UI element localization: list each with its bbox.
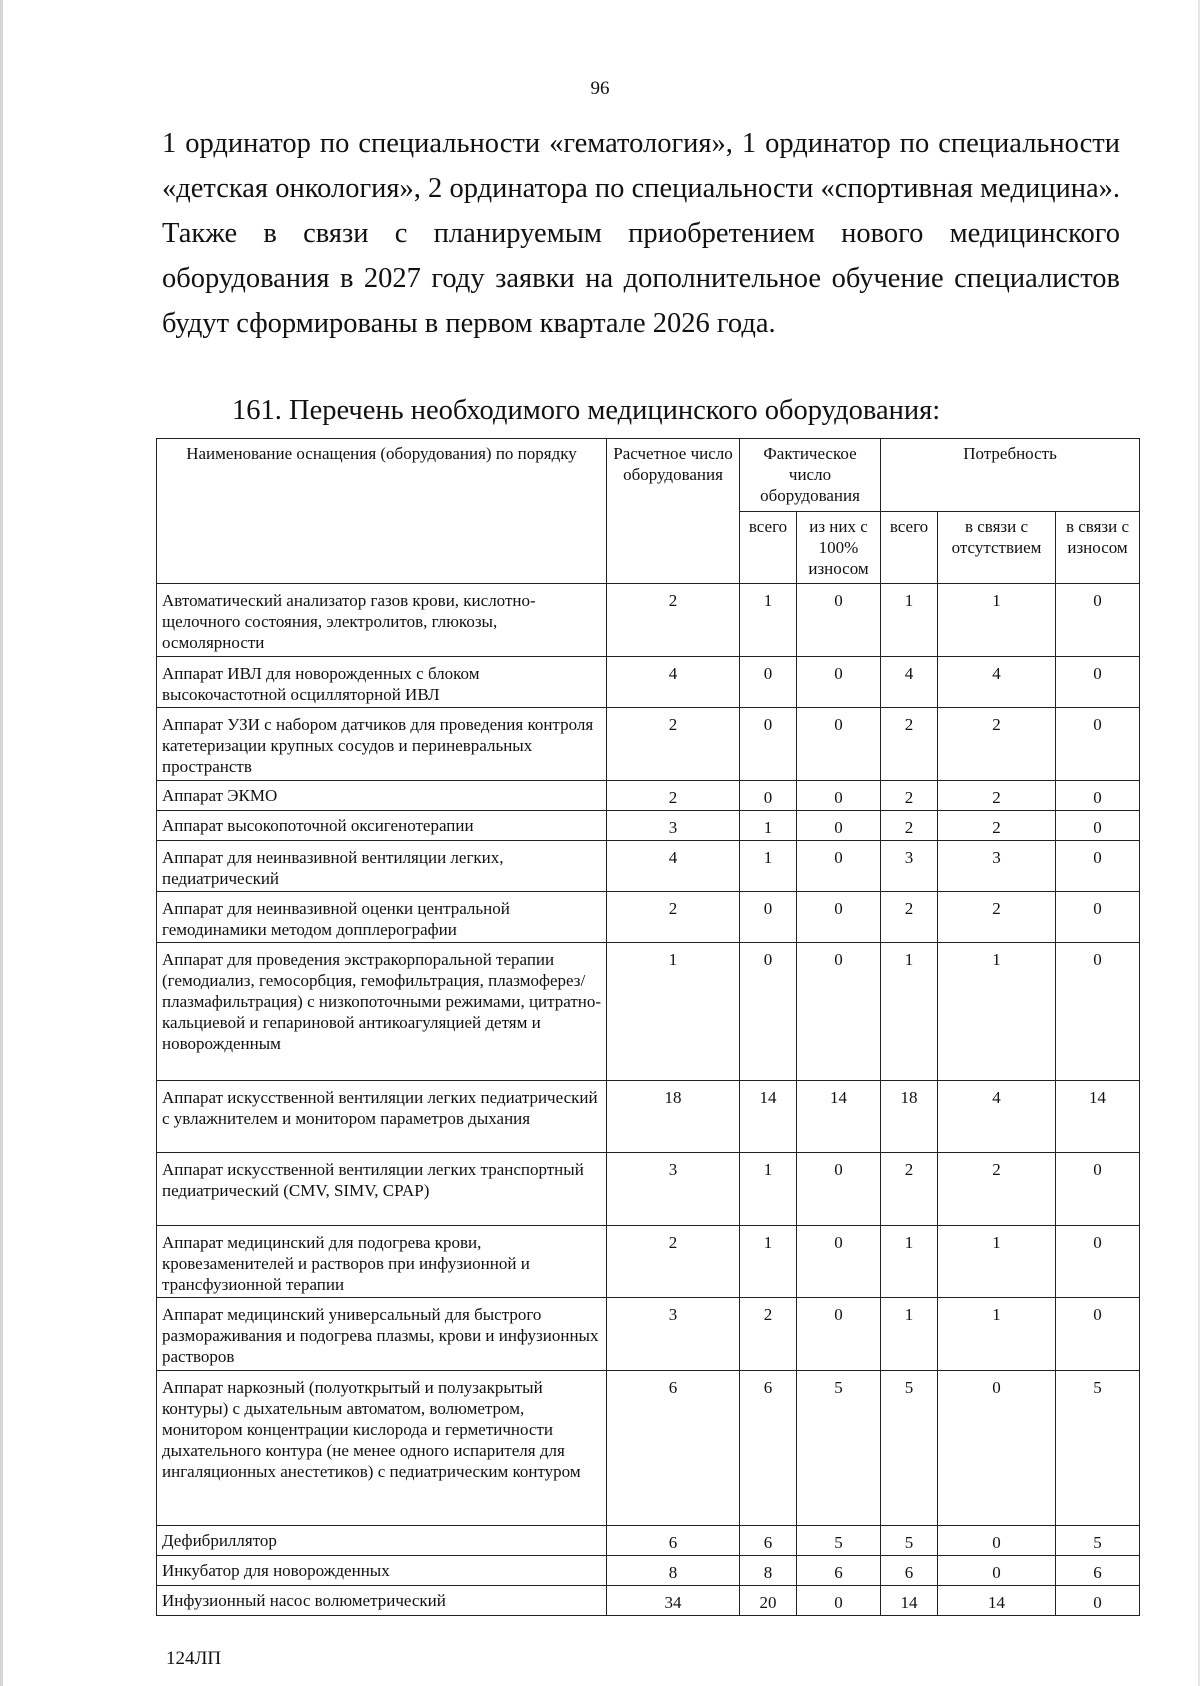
cell-calculated: 2 (607, 1226, 740, 1298)
cell-actual-total: 6 (740, 1526, 797, 1556)
cell-need-wear: 0 (1056, 892, 1140, 943)
cell-equipment-name: Инфузионный насос волюметрический (157, 1586, 607, 1616)
cell-need-total: 14 (881, 1586, 938, 1616)
cell-actual-worn: 0 (797, 781, 881, 811)
cell-actual-worn: 0 (797, 584, 881, 657)
header-calculated-count: Расчетное число оборудования (607, 439, 740, 584)
header-need-absence: в связи с отсутствием (938, 512, 1056, 584)
cell-need-wear: 0 (1056, 841, 1140, 892)
cell-actual-total: 1 (740, 1153, 797, 1226)
cell-need-total: 2 (881, 892, 938, 943)
cell-calculated: 3 (607, 811, 740, 841)
cell-need-wear: 5 (1056, 1526, 1140, 1556)
cell-actual-worn: 5 (797, 1526, 881, 1556)
cell-need-absence: 2 (938, 811, 1056, 841)
cell-need-total: 5 (881, 1371, 938, 1526)
cell-calculated: 4 (607, 657, 740, 708)
table-row (157, 811, 1140, 841)
cell-need-wear: 0 (1056, 657, 1140, 708)
cell-calculated: 2 (607, 892, 740, 943)
cell-actual-worn: 0 (797, 708, 881, 781)
table-row (157, 781, 1140, 811)
cell-actual-total: 0 (740, 892, 797, 943)
cell-equipment-name: Аппарат УЗИ с набором датчиков для проведения контроля катетеризации крупных сосудов и периневральных пространств (157, 708, 607, 781)
cell-need-wear: 0 (1056, 708, 1140, 781)
cell-need-absence: 0 (938, 1526, 1056, 1556)
cell-actual-total: 0 (740, 708, 797, 781)
cell-actual-worn: 5 (797, 1371, 881, 1526)
cell-actual-total: 8 (740, 1556, 797, 1586)
cell-equipment-name: Аппарат для неинвазивной вентиляции легких, педиатрический (157, 841, 607, 892)
header-need: Потребность (881, 439, 1140, 512)
cell-actual-worn: 0 (797, 892, 881, 943)
cell-need-wear: 0 (1056, 781, 1140, 811)
cell-need-total: 5 (881, 1526, 938, 1556)
cell-need-total: 4 (881, 657, 938, 708)
cell-equipment-name: Аппарат искусственной вентиляции легких педиатрический с увлажнителем и монитором параметров дыхания (157, 1081, 607, 1153)
table-row (157, 841, 1140, 892)
body-paragraph: 1 ординатор по специальности «гематология», 1 ординатор по специальности «детская онкология», 2 ординатора по специальности «спортивная медицина». Также в связи с планируемым приобретением нового медицинского оборудования в 2027 году заявки на дополнительное обучение специалистов будут сформированы в первом квартале 2026 года. (162, 128, 1120, 339)
table-row (157, 584, 1140, 657)
table-row (157, 1526, 1140, 1556)
cell-equipment-name: Дефибриллятор (157, 1526, 607, 1556)
table-row (157, 943, 1140, 1081)
cell-need-absence: 4 (938, 1081, 1056, 1153)
cell-need-absence: 1 (938, 1298, 1056, 1371)
cell-equipment-name: Аппарат наркозный (полуоткрытый и полузакрытый контуры) с дыхательным автоматом, волюметром, монитором концентрации кислорода и герметичности дыхательного контура (не менее одного испарителя для ингаляционных анестетиков) с педиатрическим контуром (157, 1371, 607, 1526)
cell-actual-total: 1 (740, 1226, 797, 1298)
cell-actual-total: 1 (740, 841, 797, 892)
cell-actual-worn: 0 (797, 811, 881, 841)
cell-need-total: 2 (881, 1153, 938, 1226)
cell-need-absence: 2 (938, 708, 1056, 781)
cell-equipment-name: Аппарат для неинвазивной оценки центральной гемодинамики методом допплерографии (157, 892, 607, 943)
cell-need-wear: 0 (1056, 1226, 1140, 1298)
cell-calculated: 6 (607, 1371, 740, 1526)
cell-need-absence: 4 (938, 657, 1056, 708)
cell-need-wear: 0 (1056, 811, 1140, 841)
cell-actual-worn: 0 (797, 1586, 881, 1616)
cell-need-total: 6 (881, 1556, 938, 1586)
document-code: 124ЛП (166, 1648, 222, 1669)
cell-actual-total: 2 (740, 1298, 797, 1371)
cell-actual-total: 6 (740, 1371, 797, 1526)
cell-need-absence: 2 (938, 1153, 1056, 1226)
cell-calculated: 34 (607, 1586, 740, 1616)
cell-need-wear: 0 (1056, 1153, 1140, 1226)
cell-need-absence: 0 (938, 1556, 1056, 1586)
cell-actual-worn: 0 (797, 657, 881, 708)
cell-need-wear: 0 (1056, 943, 1140, 1081)
cell-need-total: 1 (881, 584, 938, 657)
cell-need-total: 1 (881, 1226, 938, 1298)
cell-need-absence: 1 (938, 1226, 1056, 1298)
cell-calculated: 3 (607, 1298, 740, 1371)
cell-equipment-name: Аппарат ЭКМО (157, 781, 607, 811)
header-need-total: всего (881, 512, 938, 584)
cell-equipment-name: Инкубатор для новорожденных (157, 1556, 607, 1586)
cell-calculated: 1 (607, 943, 740, 1081)
header-need-wear: в связи с износом (1056, 512, 1140, 584)
cell-actual-total: 20 (740, 1586, 797, 1616)
table-row (157, 892, 1140, 943)
cell-need-total: 2 (881, 781, 938, 811)
cell-equipment-name: Аппарат медицинский универсальный для быстрого размораживания и подогрева плазмы, крови и инфузионных растворов (157, 1298, 607, 1371)
table-row (157, 1153, 1140, 1226)
table-row (157, 1226, 1140, 1298)
cell-actual-total: 14 (740, 1081, 797, 1153)
cell-need-absence: 0 (938, 1371, 1056, 1526)
cell-actual-total: 0 (740, 657, 797, 708)
cell-actual-worn: 0 (797, 841, 881, 892)
cell-need-absence: 1 (938, 943, 1056, 1081)
cell-need-total: 1 (881, 1298, 938, 1371)
cell-calculated: 18 (607, 1081, 740, 1153)
header-equipment-name: Наименование оснащения (оборудования) по порядку (157, 439, 607, 584)
cell-need-total: 1 (881, 943, 938, 1081)
cell-actual-total: 1 (740, 811, 797, 841)
cell-need-absence: 14 (938, 1586, 1056, 1616)
table-row (157, 1586, 1140, 1616)
cell-need-wear: 0 (1056, 584, 1140, 657)
table-row (157, 1081, 1140, 1153)
cell-need-wear: 0 (1056, 1298, 1140, 1371)
section-title: 161. Перечень необходимого медицинского оборудования: (232, 395, 941, 426)
cell-equipment-name: Автоматический анализатор газов крови, кислотно-щелочного состояния, электролитов, глюкозы, осмолярности (157, 584, 607, 657)
cell-calculated: 8 (607, 1556, 740, 1586)
cell-need-total: 2 (881, 708, 938, 781)
table-row (157, 657, 1140, 708)
cell-need-total: 3 (881, 841, 938, 892)
cell-actual-worn: 0 (797, 943, 881, 1081)
cell-calculated: 4 (607, 841, 740, 892)
table-row (157, 1298, 1140, 1371)
table-row (157, 708, 1140, 781)
header-actual-worn: из них с 100% износом (797, 512, 881, 584)
cell-actual-worn: 0 (797, 1226, 881, 1298)
cell-need-absence: 1 (938, 584, 1056, 657)
cell-actual-total: 0 (740, 781, 797, 811)
cell-need-wear: 14 (1056, 1081, 1140, 1153)
header-actual-count: Фактическое число оборудования (740, 439, 881, 512)
cell-need-absence: 3 (938, 841, 1056, 892)
table-row (157, 1556, 1140, 1586)
cell-actual-total: 0 (740, 943, 797, 1081)
cell-actual-worn: 0 (797, 1298, 881, 1371)
cell-equipment-name: Аппарат ИВЛ для новорожденных с блоком высокочастотной осцилляторной ИВЛ (157, 657, 607, 708)
cell-equipment-name: Аппарат высокопоточной оксигенотерапии (157, 811, 607, 841)
cell-actual-worn: 14 (797, 1081, 881, 1153)
equipment-table (156, 438, 1140, 1616)
cell-need-absence: 2 (938, 781, 1056, 811)
cell-actual-total: 1 (740, 584, 797, 657)
cell-need-total: 2 (881, 811, 938, 841)
cell-calculated: 2 (607, 708, 740, 781)
cell-equipment-name: Аппарат для проведения экстракорпоральной терапии (гемодиализ, гемосорбция, гемофильтрация, плазмоферез/плазмафильтрация) с низкопоточными режимами, цитратно-кальциевой и гепариновой антикоагуляцией детям и новорожденным (157, 943, 607, 1081)
scan-edge-left (0, 0, 3, 1686)
cell-calculated: 6 (607, 1526, 740, 1556)
cell-need-wear: 6 (1056, 1556, 1140, 1586)
cell-need-total: 18 (881, 1081, 938, 1153)
table-row (157, 1371, 1140, 1526)
header-actual-total: всего (740, 512, 797, 584)
cell-need-wear: 5 (1056, 1371, 1140, 1526)
cell-need-wear: 0 (1056, 1586, 1140, 1616)
cell-actual-worn: 6 (797, 1556, 881, 1586)
cell-equipment-name: Аппарат медицинский для подогрева крови, кровезаменителей и растворов при инфузионной и трансфузионной терапии (157, 1226, 607, 1298)
cell-need-absence: 2 (938, 892, 1056, 943)
cell-calculated: 2 (607, 584, 740, 657)
cell-equipment-name: Аппарат искусственной вентиляции легких транспортный педиатрический (CMV, SIMV, CPAP) (157, 1153, 607, 1226)
cell-calculated: 3 (607, 1153, 740, 1226)
cell-calculated: 2 (607, 781, 740, 811)
page-number: 96 (590, 78, 610, 99)
cell-actual-worn: 0 (797, 1153, 881, 1226)
